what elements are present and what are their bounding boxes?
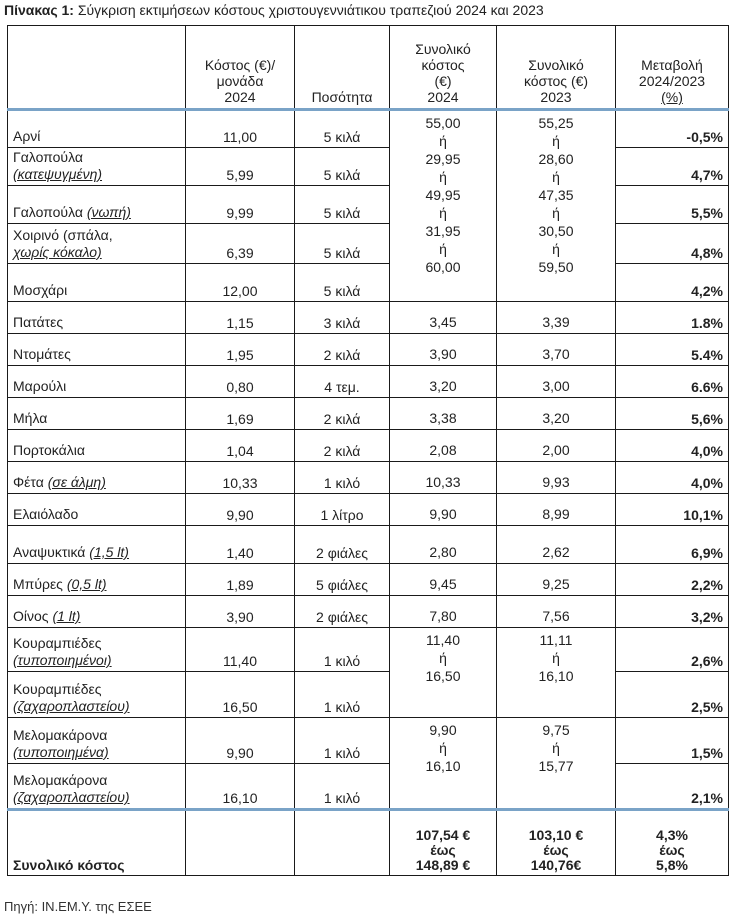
change-pct: 4,0% — [616, 430, 729, 462]
quantity: 3 κιλά — [295, 302, 390, 334]
total-2024: 3,20 — [390, 366, 497, 398]
unit-cost: 1,15 — [186, 302, 295, 334]
change-pct: 4,0% — [616, 462, 729, 494]
unit-cost: 16,50 — [186, 672, 295, 718]
total-2023: 2,62 — [497, 526, 616, 564]
header-total-2024: Συνολικό κόστος (€) 2024 — [390, 26, 497, 110]
total-2024: 7,80 — [390, 596, 497, 628]
quantity: 1 κιλό — [295, 718, 390, 764]
total-2024: 3,38 — [390, 398, 497, 430]
total-2024: 107,54 € έως 148,89 € — [390, 810, 497, 876]
table-row — [8, 494, 729, 526]
table-row — [8, 224, 729, 264]
total-change: 4,3% έως 5,8% — [616, 810, 729, 876]
quantity: 5 κιλά — [295, 224, 390, 264]
quantity: 5 κιλά — [295, 186, 390, 224]
product-name: Μαρούλι — [8, 366, 186, 398]
total-2023: 3,39 — [497, 302, 616, 334]
quantity: 1 λίτρο — [295, 494, 390, 526]
product-name: Μοσχάρι — [8, 264, 186, 302]
change-pct: 5,6% — [616, 398, 729, 430]
product-name: Κουραμπιέδες (ζαχαροπλαστείου) — [8, 672, 186, 718]
header-unit-cost: Κόστος (€)/ μονάδα 2024 — [186, 26, 295, 110]
quantity: 2 κιλά — [295, 430, 390, 462]
table-row — [8, 398, 729, 430]
table-row — [8, 186, 729, 224]
product-name: Πατάτες — [8, 302, 186, 334]
change-pct: 10,1% — [616, 494, 729, 526]
quantity: 5 κιλά — [295, 110, 390, 148]
change-pct: 2,1% — [616, 764, 729, 810]
unit-cost: 1,69 — [186, 398, 295, 430]
change-pct: -0,5% — [616, 110, 729, 148]
total-2023: 2,00 — [497, 430, 616, 462]
total-2024: 2,80 — [390, 526, 497, 564]
product-name: Πορτοκάλια — [8, 430, 186, 462]
total-2024-group: 9,90 ή 16,10 — [390, 718, 497, 810]
total-empty-qty — [295, 810, 390, 876]
table-row — [8, 302, 729, 334]
quantity: 5 κιλά — [295, 148, 390, 186]
total-2024: 9,90 — [390, 494, 497, 526]
total-2023: 3,70 — [497, 334, 616, 366]
unit-cost: 1,89 — [186, 564, 295, 596]
unit-cost: 5,99 — [186, 148, 295, 186]
change-pct: 2,5% — [616, 672, 729, 718]
unit-cost: 10,33 — [186, 462, 295, 494]
total-2023: 3,20 — [497, 398, 616, 430]
quantity: 2 φιάλες — [295, 526, 390, 564]
table-row — [8, 110, 729, 148]
source-note: Πηγή: ΙΝ.ΕΜ.Υ. της ΕΣΕΕ — [4, 899, 152, 914]
change-pct: 5,5% — [616, 186, 729, 224]
change-pct: 6.6% — [616, 366, 729, 398]
header-change: Μεταβολή 2024/2023 (%) — [616, 26, 729, 110]
total-2023-group: 11,11 ή 16,10 — [497, 628, 616, 718]
table-row — [8, 764, 729, 810]
quantity: 5 κιλά — [295, 264, 390, 302]
product-name: Οίνος (1 lt) — [8, 596, 186, 628]
header-quantity: Ποσότητα — [295, 26, 390, 110]
quantity: 5 φιάλες — [295, 564, 390, 596]
product-name: Μήλα — [8, 398, 186, 430]
change-pct: 1.8% — [616, 302, 729, 334]
table-row — [8, 596, 729, 628]
table-row — [8, 334, 729, 366]
total-label: Συνολικό κόστος — [8, 810, 186, 876]
unit-cost: 9,90 — [186, 494, 295, 526]
table-row — [8, 564, 729, 596]
product-name: Χοιρινό (σπάλα, χωρίς κόκαλο) — [8, 224, 186, 264]
change-pct: 2,6% — [616, 628, 729, 672]
unit-cost: 9,90 — [186, 718, 295, 764]
unit-cost: 1,95 — [186, 334, 295, 366]
product-name: Γαλοπούλα (νωπή) — [8, 186, 186, 224]
change-pct: 4,2% — [616, 264, 729, 302]
change-pct: 5.4% — [616, 334, 729, 366]
change-pct: 2,2% — [616, 564, 729, 596]
total-2024: 3,90 — [390, 334, 497, 366]
quantity: 4 τεμ. — [295, 366, 390, 398]
total-2024: 3,45 — [390, 302, 497, 334]
change-pct: 1,5% — [616, 718, 729, 764]
table-row — [8, 526, 729, 564]
total-empty-unit — [186, 810, 295, 876]
table-row — [8, 718, 729, 764]
change-pct: 6,9% — [616, 526, 729, 564]
unit-cost: 6,39 — [186, 224, 295, 264]
header-row — [8, 26, 729, 110]
product-name: Φέτα (σε άλμη) — [8, 462, 186, 494]
change-pct: 4,8% — [616, 224, 729, 264]
total-2024: 10,33 — [390, 462, 497, 494]
total-2023-group: 9,75 ή 15,77 — [497, 718, 616, 810]
product-name: Ελαιόλαδο — [8, 494, 186, 526]
change-pct: 3,2% — [616, 596, 729, 628]
unit-cost: 9,99 — [186, 186, 295, 224]
header-product — [8, 26, 186, 110]
unit-cost: 16,10 — [186, 764, 295, 810]
product-name: Κουραμπιέδες (τυποποιημένοι) — [8, 628, 186, 672]
table-row — [8, 628, 729, 672]
cost-comparison-table — [7, 25, 729, 876]
total-2023: 7,56 — [497, 596, 616, 628]
total-2023-group: 55,25 ή 28,60 ή 47,35 ή 30,50 ή 59,50 — [497, 110, 616, 302]
change-pct: 4,7% — [616, 148, 729, 186]
total-row — [8, 810, 729, 876]
unit-cost: 12,00 — [186, 264, 295, 302]
product-name: Ντομάτες — [8, 334, 186, 366]
total-2023: 3,00 — [497, 366, 616, 398]
total-2024: 9,45 — [390, 564, 497, 596]
quantity: 2 φιάλες — [295, 596, 390, 628]
total-2023: 9,93 — [497, 462, 616, 494]
quantity: 1 κιλό — [295, 628, 390, 672]
quantity: 1 κιλό — [295, 672, 390, 718]
product-name: Αναψυκτικά (1,5 lt) — [8, 526, 186, 564]
table-row — [8, 430, 729, 462]
table-row — [8, 366, 729, 398]
unit-cost: 11,00 — [186, 110, 295, 148]
total-2024-group: 55,00 ή 29,95 ή 49,95 ή 31,95 ή 60,00 — [390, 110, 497, 302]
caption-text: Σύγκριση εκτιμήσεων κόστους χριστουγεννιάτικου τραπεζιού 2024 και 2023 — [73, 2, 544, 18]
total-2023: 9,25 — [497, 564, 616, 596]
quantity: 2 κιλά — [295, 334, 390, 366]
table-caption — [4, 2, 544, 18]
unit-cost: 11,40 — [186, 628, 295, 672]
unit-cost: 0,80 — [186, 366, 295, 398]
header-total-2023: Συνολικό κόστος (€) 2023 — [497, 26, 616, 110]
table-row — [8, 264, 729, 302]
product-name: Μελομακάρονα (τυποποιημένα) — [8, 718, 186, 764]
unit-cost: 1,40 — [186, 526, 295, 564]
product-name: Αρνί — [8, 110, 186, 148]
quantity: 1 κιλό — [295, 764, 390, 810]
total-2023: 8,99 — [497, 494, 616, 526]
caption-label: Πίνακας 1: — [4, 2, 74, 18]
unit-cost: 3,90 — [186, 596, 295, 628]
total-2024: 2,08 — [390, 430, 497, 462]
quantity: 1 κιλό — [295, 462, 390, 494]
product-name: Γαλοπούλα (κατεψυγμένη) — [8, 148, 186, 186]
unit-cost: 1,04 — [186, 430, 295, 462]
product-name: Μπύρες (0,5 lt) — [8, 564, 186, 596]
quantity: 2 κιλά — [295, 398, 390, 430]
table-row — [8, 672, 729, 718]
total-2023: 103,10 € έως 140,76€ — [497, 810, 616, 876]
table-row — [8, 148, 729, 186]
total-2024-group: 11,40 ή 16,50 — [390, 628, 497, 718]
table-row — [8, 462, 729, 494]
product-name: Μελομακάρονα (ζαχαροπλαστείου) — [8, 764, 186, 810]
